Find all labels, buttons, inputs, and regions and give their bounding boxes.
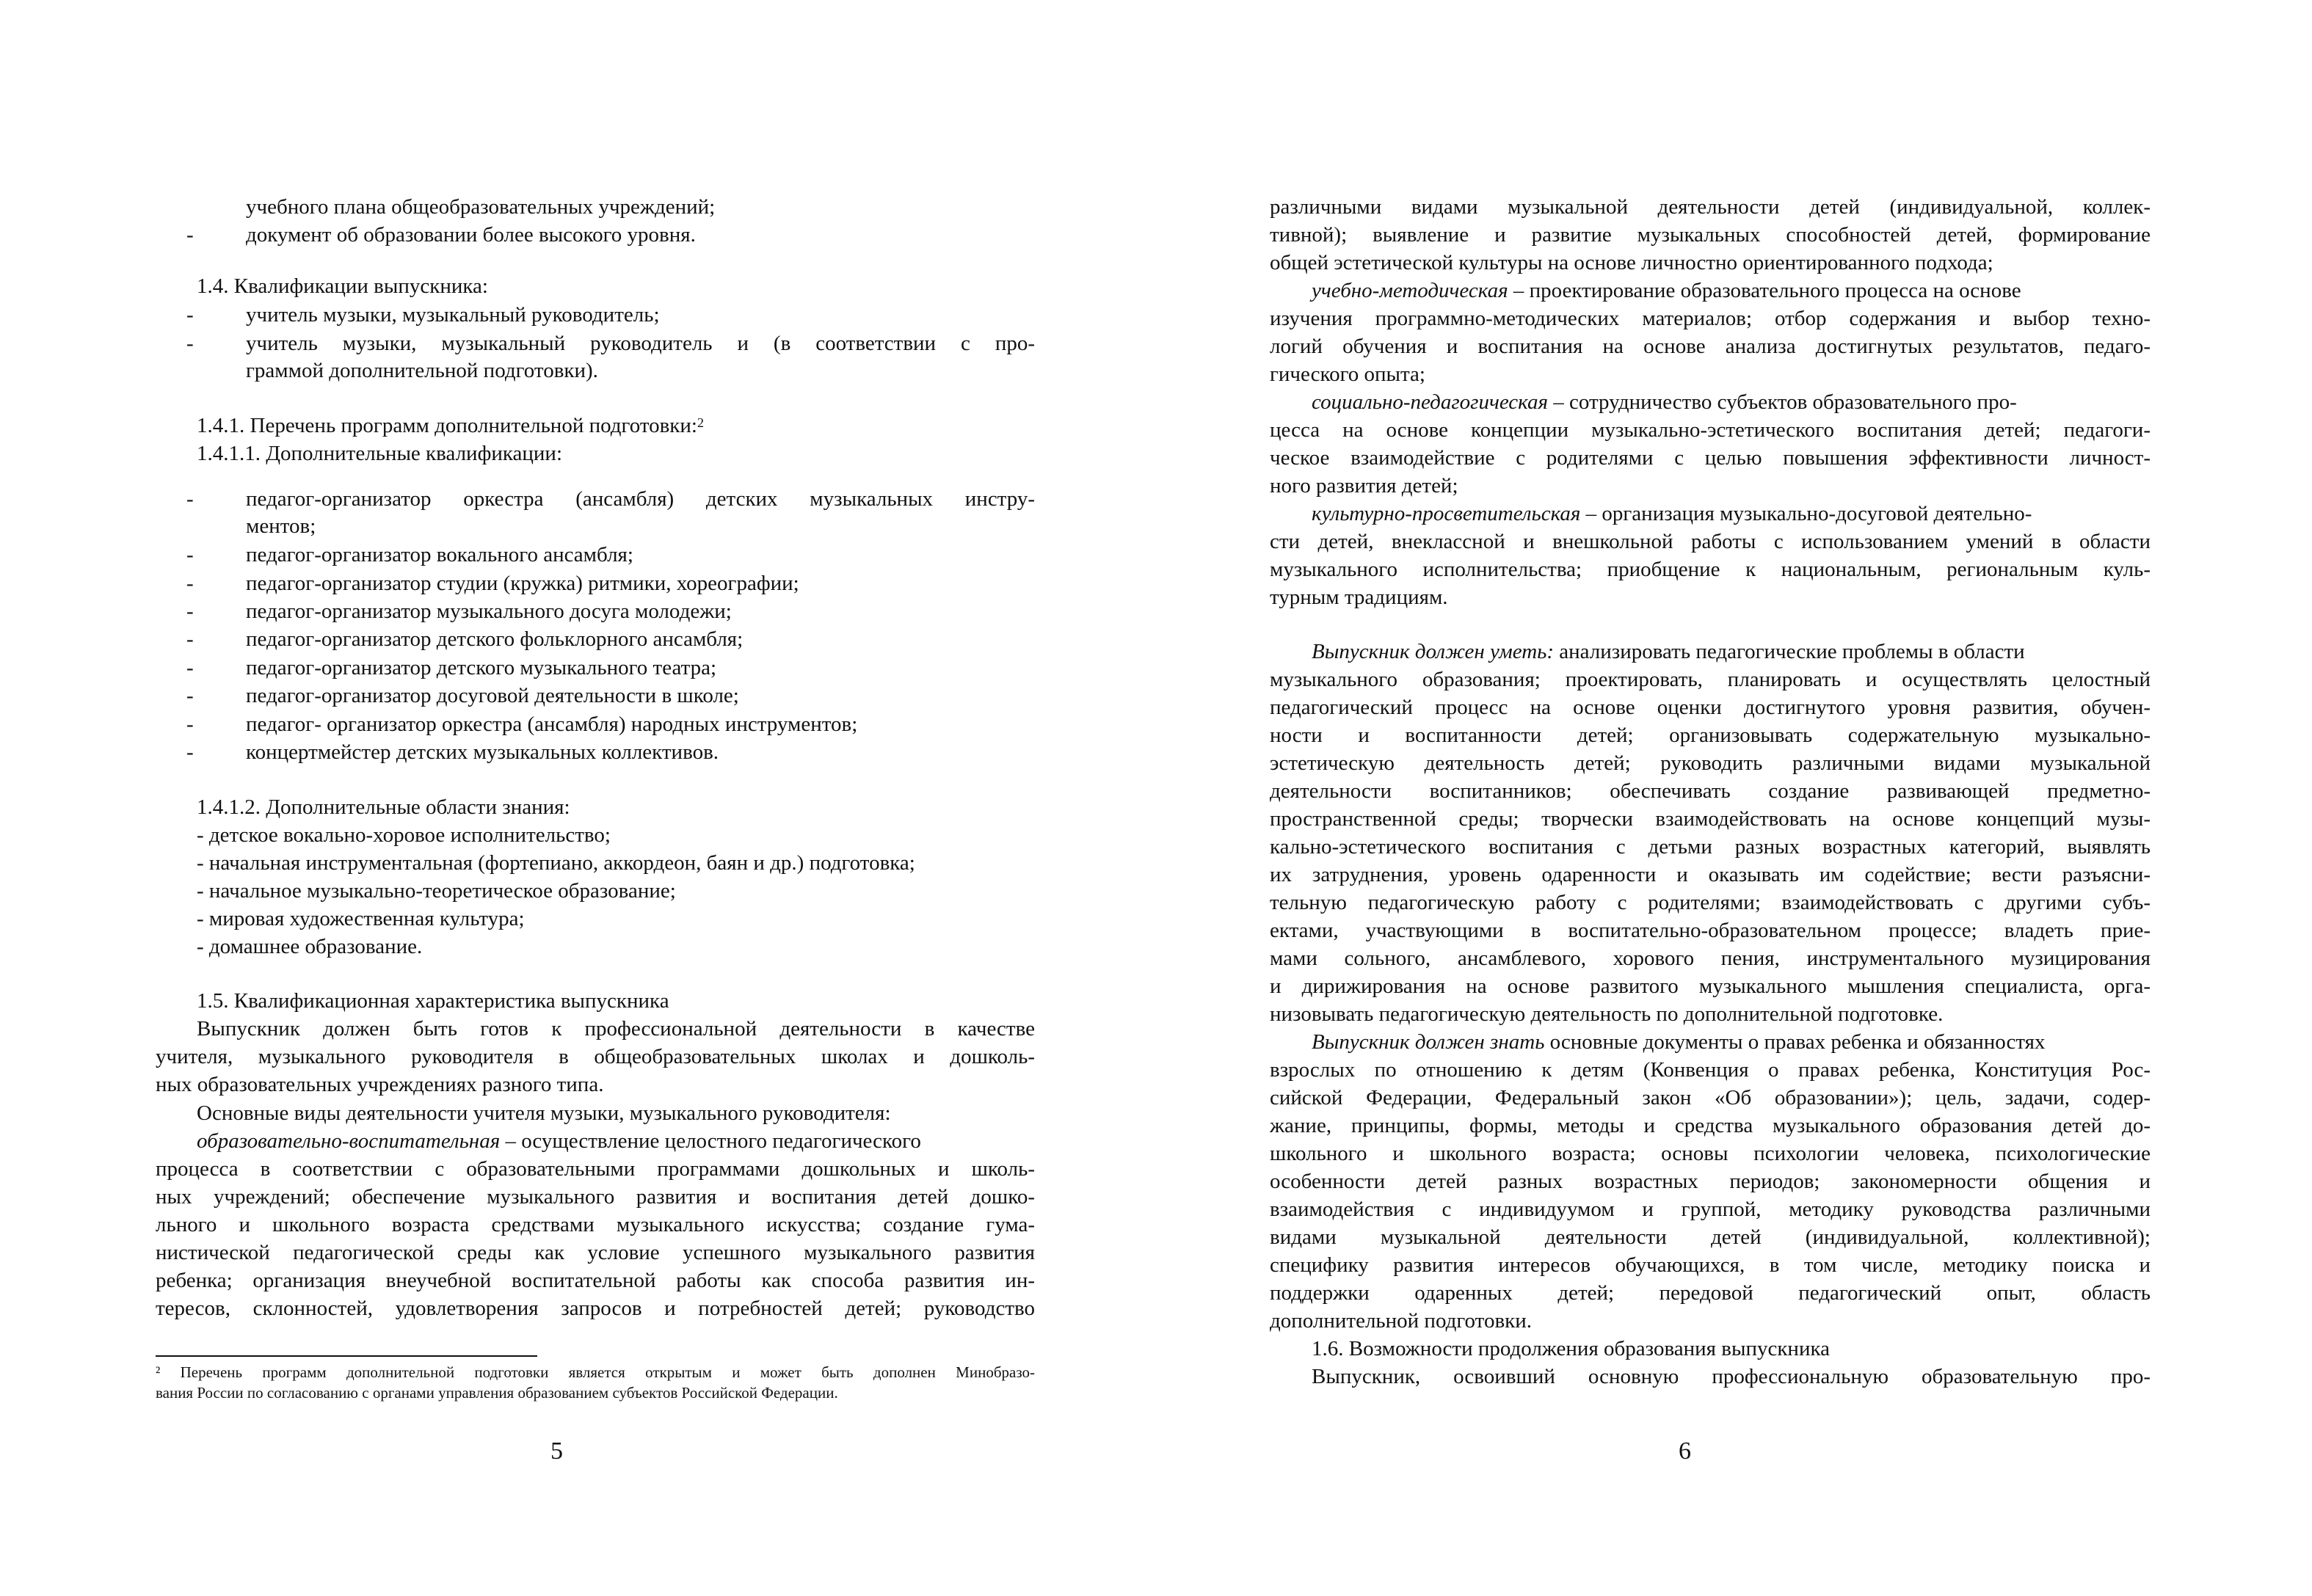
text-span: – организация музыкально-досуговой деятельно- xyxy=(1580,502,2032,525)
text-line: тельную педагогическую работу с родителями; взаимодействовать с другими субъ- xyxy=(1270,891,2151,914)
text-line: тересов, склонностей, удовлетворения запросов и потребностей детей; руководство xyxy=(156,1297,1035,1320)
text-line: изучения программно-методических материалов; отбор содержания и выбор техно- xyxy=(1270,307,2151,330)
section-heading: 1.4. Квалификации выпускника: xyxy=(197,274,488,298)
bullet-dash: - xyxy=(186,223,194,247)
text-line xyxy=(1312,637,2151,666)
bullet-dash: - xyxy=(186,543,194,566)
text-line: - мировая художественная культура; xyxy=(197,907,525,930)
text-line: педагог-организатор детского фольклорного ансамбля; xyxy=(246,627,744,651)
text-line: процесса в соответствии с образовательными программами дошкольных и школь- xyxy=(156,1157,1035,1181)
section-heading: 1.4.1.1. Дополнительные квалификации: xyxy=(197,442,563,465)
bullet-dash: - xyxy=(186,684,194,707)
text-line: нистической педагогической среды как условие успешного музыкального развития xyxy=(156,1241,1035,1264)
text-line: различными видами музыкальной деятельности детей (индивидуальной, коллек- xyxy=(1270,195,2151,219)
bullet-dash: - xyxy=(186,627,194,651)
text-line: педагогический процесс на основе оценки достигнутого уровня развития, обучен- xyxy=(1270,696,2151,719)
text-line: документ об образовании более высокого уровня. xyxy=(246,223,696,247)
text-line: Основные виды деятельности учителя музыки, музыкального руководителя: xyxy=(197,1101,891,1125)
text-line: турным традициям. xyxy=(1270,586,1448,609)
bullet-dash: - xyxy=(186,572,194,595)
text-line: Выпускник должен быть готов к профессиональной деятельности в качестве xyxy=(197,1017,1035,1041)
text-line: учителя, музыкального руководителя в общеобразовательных школах и дошколь- xyxy=(156,1045,1035,1068)
text-line: педагог-организатор детского музыкального театра; xyxy=(246,656,717,679)
text-line: тивной); выявление и развитие музыкальных способностей детей, формирование xyxy=(1270,223,2151,247)
footnote-text: ² Перечень программ дополнительной подготовки является открытым и может быть дополнен Минобразо- xyxy=(156,1363,1035,1381)
section-heading: 1.5. Квалификационная характеристика выпускника xyxy=(197,989,669,1013)
text-span: – осуществление целостного педагогического xyxy=(500,1129,921,1153)
text-line: сийской Федерации, Федеральный закон «Об образовании»); цель, задачи, содер- xyxy=(1270,1086,2151,1109)
text-line: граммой дополнительной подготовки). xyxy=(246,359,598,382)
text-line: ребенка; организация внеучебной воспитательной работы как способа развития ин- xyxy=(156,1269,1035,1292)
text-line: - начальная инструментальная (фортепиано, аккордеон, баян и др.) подготовка; xyxy=(197,851,915,875)
text-line: и дирижирования на основе развитого музыкального мышления специалиста, орга- xyxy=(1270,974,2151,998)
italic-term: социально-педагогическая xyxy=(1312,390,1549,414)
text-line: пространственной среды; творчески взаимодействовать на основе концепций музы- xyxy=(1270,807,2151,831)
text-span: – сотрудничество субъектов образовательного про- xyxy=(1548,390,2017,414)
text-line: ности и воспитанности детей; организовывать содержательную музыкально- xyxy=(1270,724,2151,747)
text-line: специфику развития интересов обучающихся, в том числе, методику поиска и xyxy=(1270,1253,2151,1277)
text-line xyxy=(1312,1027,2151,1057)
text-line: - детское вокально-хоровое исполнительство; xyxy=(197,823,611,847)
text-line: жание, принципы, формы, методы и средства музыкального образования детей до- xyxy=(1270,1114,2151,1137)
text-line: музыкального образования; проектировать, планировать и осуществлять целостный xyxy=(1270,668,2151,691)
page-number: 6 xyxy=(1679,1438,1691,1465)
italic-term: Выпускник должен знать xyxy=(1312,1030,1545,1054)
italic-term: учебно-методическая xyxy=(1312,279,1508,302)
bullet-dash: - xyxy=(186,487,194,511)
text-line xyxy=(197,1126,1035,1156)
text-line: - начальное музыкально-теоретическое образование; xyxy=(197,879,676,903)
text-line: школьного и школьного возраста; основы психологии человека, психологические xyxy=(1270,1142,2151,1165)
footnote-ref: 2 xyxy=(697,415,704,430)
bullet-dash: - xyxy=(186,740,194,764)
text-line: эстетическую деятельность детей; руководить различными видами музыкальной xyxy=(1270,751,2151,775)
bullet-dash: - xyxy=(186,600,194,623)
text-line: кально-эстетического воспитания с детьми разных возрастных категорий, выявлять xyxy=(1270,835,2151,859)
text-line: логий обучения и воспитания на основе анализа достигнутых результатов, педаго- xyxy=(1270,335,2151,358)
text-line: музыкального исполнительства; приобщение к национальным, региональным куль- xyxy=(1270,558,2151,581)
text-line: ных учреждений; обеспечение музыкального развития и воспитания детей дошко- xyxy=(156,1185,1035,1209)
text-span: анализировать педагогические проблемы в области xyxy=(1554,640,2025,663)
italic-term: Выпускник должен уметь: xyxy=(1312,640,1555,663)
text-line: педагог-организатор оркестра (ансамбля) детских музыкальных инстру- xyxy=(246,487,1035,511)
section-heading: 1.4.1.2. Дополнительные области знания: xyxy=(197,795,570,819)
text-line: концертмейстер детских музыкальных коллективов. xyxy=(246,740,719,764)
text-line: взаимодействия с индивидуумом и группой, методику руководства различными xyxy=(1270,1198,2151,1221)
text-line: ческое взаимодействие с родителями с целью повышения эффективности личност- xyxy=(1270,446,2151,470)
bullet-dash: - xyxy=(186,332,194,355)
italic-term: образовательно-воспитательная xyxy=(197,1129,501,1153)
text-span: основные документы о правах ребенка и обязанностях xyxy=(1544,1030,2046,1054)
text-line: педагог-организатор музыкального досуга молодежи; xyxy=(246,600,732,623)
text-line: - домашнее образование. xyxy=(197,935,423,958)
italic-term: культурно-просветительская xyxy=(1312,502,1581,525)
text-line: учитель музыки, музыкальный руководитель и (в соответствии с про- xyxy=(246,332,1035,355)
text-line xyxy=(1312,499,2151,528)
text-span: – проектирование образовательного процесса на основе xyxy=(1508,279,2021,302)
text-line: мами сольного, ансамблевого, хорового пения, инструментального музицирования xyxy=(1270,947,2151,970)
text-line: педагог-организатор студии (кружка) ритмики, хореографии; xyxy=(246,572,799,595)
text-line: учебного плана общеобразовательных учреждений; xyxy=(246,195,716,219)
text-line xyxy=(1312,387,2151,417)
text-line: деятельности воспитанников; обеспечивать создание развивающей предметно- xyxy=(1270,779,2151,803)
footnote-divider xyxy=(156,1355,537,1357)
text-line: ектами, участвующими в воспитательно-образовательном процессе; владеть прие- xyxy=(1270,919,2151,942)
footnote-text: вания России по согласованию с органами управления образованием субъектов Российской Федерации. xyxy=(156,1384,838,1402)
text-line: ных образовательных учреждениях разного типа. xyxy=(156,1073,604,1096)
text-line: особенности детей разных возрастных периодов; закономерности общения и xyxy=(1270,1170,2151,1193)
text-line: льного и школьного возраста средствами музыкального искусства; создание гума- xyxy=(156,1213,1035,1236)
page-number: 5 xyxy=(550,1438,563,1465)
text-line: низовывать педагогическую деятельность по дополнительной подготовке. xyxy=(1270,1002,1944,1026)
text-line: взрослых по отношению к детям (Конвенция о правах ребенка, Конституция Рос- xyxy=(1270,1058,2151,1082)
text-line: их затруднения, уровень одаренности и оказывать им содействие; вести разъясни- xyxy=(1270,863,2151,886)
text-line: педагог- организатор оркестра (ансамбля) народных инструментов; xyxy=(246,713,858,736)
text-line: ментов; xyxy=(246,514,316,538)
bullet-dash: - xyxy=(186,303,194,327)
text-line: видами музыкальной деятельности детей (индивидуальной, коллективной); xyxy=(1270,1225,2151,1249)
text-line xyxy=(1312,276,2151,305)
text-line: ного развития детей; xyxy=(1270,474,1458,498)
text-line: поддержки одаренных детей; передовой педагогический опыт, область xyxy=(1270,1281,2151,1305)
text-line: педагог-организатор досуговой деятельности в школе; xyxy=(246,684,739,707)
text-line: гического опыта; xyxy=(1270,362,1425,386)
text-line: дополнительной подготовки. xyxy=(1270,1309,1533,1333)
bullet-dash: - xyxy=(186,713,194,736)
text-line: Выпускник, освоивший основную профессиональную образовательную про- xyxy=(1312,1365,2151,1388)
text-line: сти детей, внеклассной и внешкольной работы с использованием умений в области xyxy=(1270,530,2151,553)
right-page xyxy=(1156,0,2312,1596)
text-line: общей эстетической культуры на основе личностно ориентированного подхода; xyxy=(1270,251,1993,274)
text-line: педагог-организатор вокального ансамбля; xyxy=(246,543,633,566)
heading-text: 1.4.1. Перечень программ дополнительной подготовки: xyxy=(197,414,697,437)
section-heading xyxy=(197,411,704,440)
text-line: цесса на основе концепции музыкально-эстетического воспитания детей; педагоги- xyxy=(1270,418,2151,442)
bullet-dash: - xyxy=(186,656,194,679)
section-heading: 1.6. Возможности продолжения образования выпускника xyxy=(1312,1337,1830,1360)
text-line: учитель музыки, музыкальный руководитель; xyxy=(246,303,660,327)
